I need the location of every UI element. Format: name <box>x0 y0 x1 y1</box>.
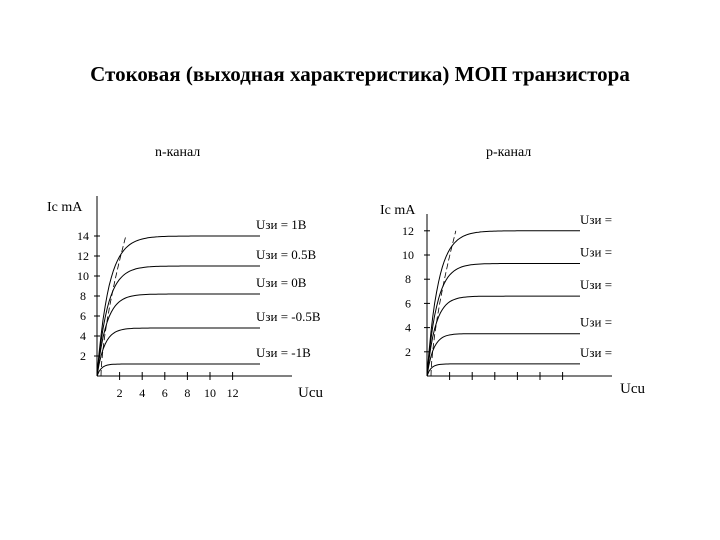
chart-p-channel <box>380 145 645 397</box>
y-tick-label: 4 <box>80 329 86 343</box>
series-label: Uзи = 0В <box>256 275 307 290</box>
series-curve <box>427 334 580 376</box>
slide-title: Стоковая (выходная характеристика) МОП транзистора <box>90 62 630 86</box>
y-tick-label: 12 <box>402 223 414 238</box>
series-label: Uзи = <box>580 211 613 227</box>
series-curve <box>97 328 260 376</box>
chart-title: n-канал <box>155 145 201 160</box>
x-tick-label: 8 <box>184 386 191 400</box>
x-tick-label: 6 <box>161 386 168 400</box>
y-tick-label: 2 <box>405 344 411 359</box>
series-curve <box>97 236 260 376</box>
series-label: Uзи = <box>580 277 613 293</box>
series-curve <box>97 266 260 376</box>
y-tick-label: 6 <box>405 296 411 311</box>
y-tick-label: 12 <box>77 249 89 263</box>
series-label: Uзи = <box>580 314 613 330</box>
x-tick-label: 4 <box>139 386 146 400</box>
y-tick-label: 2 <box>80 349 86 363</box>
series-label: Uзи = <box>580 344 613 360</box>
series-label: Uзи = -0.5В <box>256 309 321 324</box>
x-tick-label: 12 <box>226 386 239 400</box>
chart-n-channel <box>47 145 323 401</box>
x-tick-label: 2 <box>116 386 123 400</box>
series-label: Uзи = <box>580 244 613 260</box>
y-tick-label: 10 <box>77 269 89 283</box>
series-curve <box>427 264 580 377</box>
series-curve <box>97 364 260 376</box>
y-tick-label: 8 <box>80 289 86 303</box>
series-curve <box>427 231 580 376</box>
y-tick-label: 14 <box>77 229 89 243</box>
chart-title: p-канал <box>486 145 532 160</box>
series-label: Uзи = 1В <box>256 217 307 232</box>
y-tick-label: 4 <box>405 320 411 335</box>
x-axis-label: Ucu <box>620 381 645 397</box>
y-axis-label: Ic mA <box>380 203 416 218</box>
y-axis-label: Ic mA <box>47 200 83 215</box>
x-tick-label: 10 <box>204 386 216 400</box>
y-tick-label: 10 <box>402 248 414 262</box>
y-tick-label: 8 <box>405 272 411 287</box>
y-tick-label: 6 <box>80 309 86 323</box>
x-axis-label: Ucu <box>298 385 323 401</box>
series-label: Uзи = 0.5В <box>256 247 317 262</box>
series-label: Uзи = -1В <box>256 345 311 360</box>
